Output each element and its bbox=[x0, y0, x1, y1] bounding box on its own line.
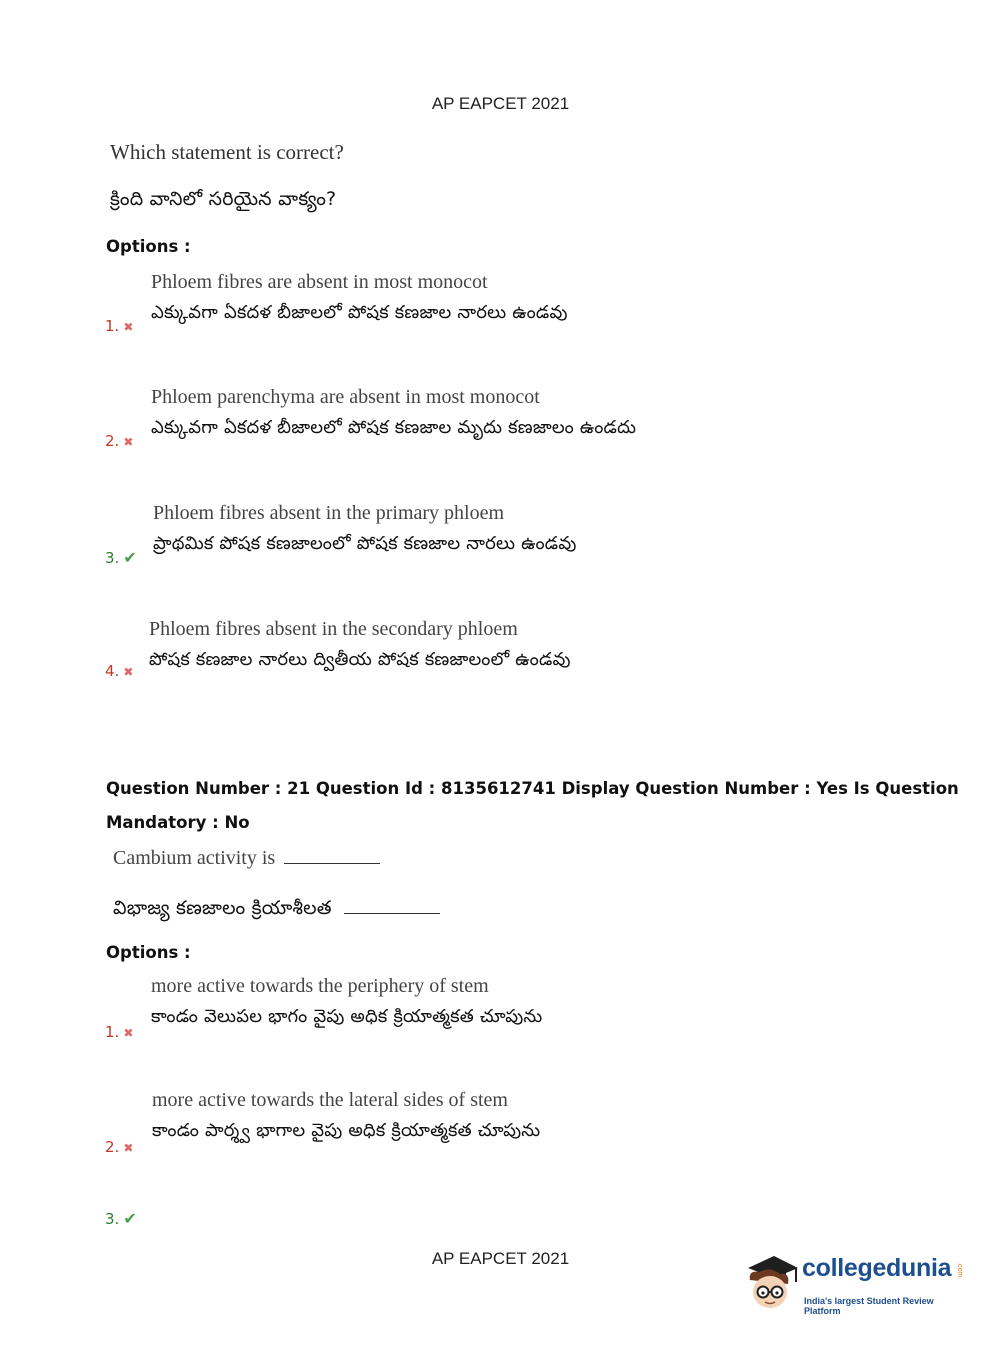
question-stem-english-text: Cambium activity is bbox=[113, 847, 276, 869]
option-marker bbox=[105, 317, 133, 335]
question-stem-telugu bbox=[113, 897, 440, 924]
question-stem-english: Which statement is correct? bbox=[110, 140, 344, 164]
option-text-telugu: ఎక్కువగా ఏకదళ బీజాలలో పోషక కణజాల మృదు కణజాలం ఉండదు bbox=[151, 417, 637, 438]
option-text-telugu: ఎక్కువగా ఏకదళ బీజాలలో పోషక కణజాల నారలు ఉండవు bbox=[151, 302, 568, 323]
question-stem-telugu: క్రింది వానిలో సరియైన వాక్యం? bbox=[110, 188, 337, 210]
option-text-telugu: పోషక కణజాల నారలు ద్వితీయ పోషక కణజాలంలో ఉండవు bbox=[149, 649, 571, 670]
cross-icon: ✖ bbox=[123, 1026, 134, 1040]
options-label: Options : bbox=[106, 943, 191, 962]
option-number: 1. bbox=[105, 1023, 120, 1041]
option-marker bbox=[105, 432, 133, 450]
check-icon: ✔ bbox=[123, 548, 137, 567]
mascot-icon bbox=[740, 1250, 800, 1314]
cross-icon: ✖ bbox=[123, 435, 134, 449]
question-meta: Question Number : 21 Question Id : 8135612741 Display Question Number : Yes Is Question bbox=[106, 779, 959, 798]
option-marker bbox=[105, 548, 137, 567]
cross-icon: ✖ bbox=[123, 665, 134, 679]
logo-wordmark: collegedunia bbox=[802, 1254, 952, 1282]
collegedunia-logo[interactable] bbox=[740, 1250, 970, 1320]
option-marker bbox=[105, 1209, 137, 1228]
option-text-english: more active towards the periphery of stem bbox=[151, 975, 489, 997]
page-header: AP EAPCET 2021 bbox=[431, 94, 570, 113]
cross-icon: ✖ bbox=[123, 1141, 134, 1155]
option-text-telugu: కాండం పార్శ్వ భాగాల వైపు అధిక క్రియాత్మకత చూపును bbox=[152, 1120, 541, 1141]
question-meta-mandatory: Mandatory : No bbox=[106, 813, 250, 832]
options-label: Options : bbox=[106, 237, 191, 256]
cross-icon: ✖ bbox=[123, 320, 134, 334]
logo-domain: .com bbox=[956, 1262, 963, 1278]
page-footer: AP EAPCET 2021 bbox=[431, 1249, 570, 1268]
option-marker bbox=[105, 1138, 133, 1156]
option-text-telugu: కాండం వెలుపల భాగం వైపు అధిక క్రియాత్మకత చూపును bbox=[151, 1006, 543, 1027]
question-stem-english bbox=[113, 847, 380, 870]
option-number: 2. bbox=[105, 1138, 120, 1156]
option-number: 1. bbox=[105, 317, 120, 335]
option-number: 3. bbox=[105, 1210, 120, 1228]
option-marker bbox=[105, 1023, 133, 1041]
answer-blank bbox=[284, 849, 380, 864]
option-number: 3. bbox=[105, 549, 120, 567]
option-text-english: more active towards the lateral sides of stem bbox=[152, 1089, 508, 1111]
check-icon: ✔ bbox=[123, 1209, 137, 1228]
answer-blank bbox=[344, 899, 440, 914]
option-number: 4. bbox=[105, 662, 120, 680]
option-text-telugu: ప్రాథమిక పోషక కణజాలంలో పోషక కణజాల నారలు ఉండవు bbox=[153, 533, 577, 554]
question-stem-telugu-text: విభాజ్య కణజాలం క్రియాశీలత bbox=[113, 897, 332, 919]
option-text-english: Phloem parenchyma are absent in most monocot bbox=[151, 386, 540, 408]
option-text-english: Phloem fibres absent in the secondary phloem bbox=[149, 618, 518, 640]
logo-tagline: India's largest Student Review Platform bbox=[804, 1296, 934, 1316]
option-text-english: Phloem fibres are absent in most monocot bbox=[151, 271, 488, 293]
option-text-english: Phloem fibres absent in the primary phloem bbox=[153, 502, 505, 524]
option-marker bbox=[105, 662, 133, 680]
option-number: 2. bbox=[105, 432, 120, 450]
